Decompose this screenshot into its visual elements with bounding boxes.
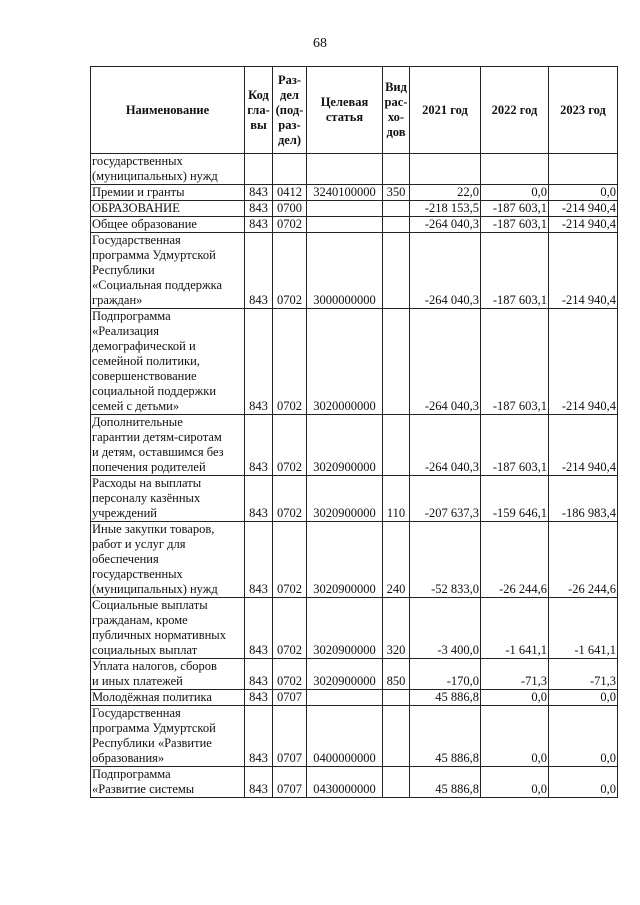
cell-target-article: 3020900000 [307, 415, 383, 476]
table-row [91, 767, 618, 798]
cell-expense-type [383, 309, 410, 415]
cell-target-article [307, 690, 383, 706]
header-year-2021: 2021 год [410, 67, 481, 154]
cell-target-article: 3020900000 [307, 476, 383, 522]
cell-section: 0702 [273, 217, 307, 233]
cell-section: 0707 [273, 767, 307, 798]
table-row [91, 201, 618, 217]
cell-2022: 0,0 [481, 690, 549, 706]
cell-2022: -26 244,6 [481, 522, 549, 598]
header-expense-type: Вид рас- хо- дов [383, 67, 410, 154]
cell-section: 0702 [273, 415, 307, 476]
cell-section: 0412 [273, 185, 307, 201]
cell-2023: -71,3 [549, 659, 618, 690]
cell-chapter-code: 843 [245, 217, 273, 233]
table-row [91, 476, 618, 522]
table-row [91, 706, 618, 767]
cell-expense-type [383, 233, 410, 309]
table-row [91, 415, 618, 476]
cell-2021: 45 886,8 [410, 690, 481, 706]
cell-2023: -214 940,4 [549, 233, 618, 309]
cell-section: 0702 [273, 659, 307, 690]
table-row [91, 233, 618, 309]
cell-target-article: 3020000000 [307, 309, 383, 415]
cell-2021: -3 400,0 [410, 598, 481, 659]
cell-target-article: 3240100000 [307, 185, 383, 201]
cell-name: Подпрограмма «Развитие системы [91, 767, 245, 798]
cell-target-article [307, 154, 383, 185]
cell-2022: -159 646,1 [481, 476, 549, 522]
header-chapter-code: Код гла- вы [245, 67, 273, 154]
table-row [91, 154, 618, 185]
table-row [91, 309, 618, 415]
header-name: Наименование [91, 67, 245, 154]
cell-target-article: 3020900000 [307, 522, 383, 598]
cell-name: Подпрограмма «Реализация демографической и семейной политики, совершенствование социальной поддержки семей с детьми» [91, 309, 245, 415]
cell-name: Государственная программа Удмуртской Республики «Развитие образования» [91, 706, 245, 767]
cell-name: государственных (муниципальных) нужд [91, 154, 245, 185]
cell-2022 [481, 154, 549, 185]
cell-target-article: 0430000000 [307, 767, 383, 798]
cell-name: Государственная программа Удмуртской Республики «Социальная поддержка граждан» [91, 233, 245, 309]
cell-2023: -1 641,1 [549, 598, 618, 659]
cell-2022: 0,0 [481, 706, 549, 767]
cell-2022: -187 603,1 [481, 201, 549, 217]
cell-name: Иные закупки товаров, работ и услуг для обеспечения государственных (муниципальных) нужд [91, 522, 245, 598]
cell-section: 0700 [273, 201, 307, 217]
cell-section: 0702 [273, 233, 307, 309]
cell-expense-type [383, 706, 410, 767]
cell-2021: -170,0 [410, 659, 481, 690]
cell-expense-type [383, 690, 410, 706]
cell-section [273, 154, 307, 185]
cell-chapter-code: 843 [245, 690, 273, 706]
cell-2023: -26 244,6 [549, 522, 618, 598]
cell-expense-type [383, 415, 410, 476]
cell-chapter-code: 843 [245, 185, 273, 201]
cell-target-article: 0400000000 [307, 706, 383, 767]
cell-2022: 0,0 [481, 185, 549, 201]
cell-chapter-code: 843 [245, 476, 273, 522]
cell-2022: -1 641,1 [481, 598, 549, 659]
cell-2022: -187 603,1 [481, 415, 549, 476]
cell-chapter-code: 843 [245, 309, 273, 415]
cell-chapter-code: 843 [245, 706, 273, 767]
cell-target-article [307, 217, 383, 233]
cell-section: 0702 [273, 522, 307, 598]
cell-2022: -187 603,1 [481, 309, 549, 415]
table-row [91, 522, 618, 598]
cell-section: 0702 [273, 476, 307, 522]
cell-2021: 22,0 [410, 185, 481, 201]
cell-2022: -187 603,1 [481, 217, 549, 233]
cell-expense-type: 320 [383, 598, 410, 659]
cell-chapter-code: 843 [245, 415, 273, 476]
cell-2021: -218 153,5 [410, 201, 481, 217]
cell-chapter-code: 843 [245, 233, 273, 309]
cell-2021: -264 040,3 [410, 233, 481, 309]
table-row [91, 690, 618, 706]
cell-chapter-code: 843 [245, 598, 273, 659]
cell-expense-type: 850 [383, 659, 410, 690]
cell-name: Молодёжная политика [91, 690, 245, 706]
cell-2021: -207 637,3 [410, 476, 481, 522]
cell-2023: -214 940,4 [549, 415, 618, 476]
cell-2022: -71,3 [481, 659, 549, 690]
cell-2021: -52 833,0 [410, 522, 481, 598]
cell-name: Премии и гранты [91, 185, 245, 201]
cell-expense-type: 350 [383, 185, 410, 201]
cell-2023: -214 940,4 [549, 217, 618, 233]
cell-expense-type [383, 154, 410, 185]
budget-table [90, 66, 618, 798]
table-row [91, 598, 618, 659]
page-number: 68 [313, 36, 327, 51]
header-year-2023: 2023 год [549, 67, 618, 154]
cell-2023: 0,0 [549, 690, 618, 706]
cell-2022: -187 603,1 [481, 233, 549, 309]
cell-name: Социальные выплаты гражданам, кроме публичных нормативных социальных выплат [91, 598, 245, 659]
cell-chapter-code: 843 [245, 767, 273, 798]
cell-chapter-code: 843 [245, 201, 273, 217]
header-year-2022: 2022 год [481, 67, 549, 154]
cell-2021: -264 040,3 [410, 415, 481, 476]
cell-2023: 0,0 [549, 767, 618, 798]
table-row [91, 185, 618, 201]
header-section: Раз- дел (под- раз- дел) [273, 67, 307, 154]
cell-target-article: 3000000000 [307, 233, 383, 309]
cell-name: Общее образование [91, 217, 245, 233]
cell-target-article: 3020900000 [307, 659, 383, 690]
cell-2023: -214 940,4 [549, 309, 618, 415]
cell-2022: 0,0 [481, 767, 549, 798]
cell-name: ОБРАЗОВАНИЕ [91, 201, 245, 217]
cell-chapter-code: 843 [245, 659, 273, 690]
cell-2021: 45 886,8 [410, 706, 481, 767]
cell-2023 [549, 154, 618, 185]
cell-2023: 0,0 [549, 185, 618, 201]
cell-target-article: 3020900000 [307, 598, 383, 659]
cell-expense-type [383, 217, 410, 233]
cell-expense-type [383, 201, 410, 217]
table-row [91, 659, 618, 690]
cell-section: 0707 [273, 690, 307, 706]
table-body [91, 154, 618, 798]
cell-name: Дополнительные гарантии детям-сиротам и детям, оставшимся без попечения родителей [91, 415, 245, 476]
table-row [91, 217, 618, 233]
cell-name: Расходы на выплаты персоналу казённых учреждений [91, 476, 245, 522]
cell-chapter-code [245, 154, 273, 185]
cell-name: Уплата налогов, сборов и иных платежей [91, 659, 245, 690]
cell-expense-type: 110 [383, 476, 410, 522]
cell-2021: -264 040,3 [410, 217, 481, 233]
cell-section: 0702 [273, 309, 307, 415]
cell-expense-type [383, 767, 410, 798]
cell-section: 0702 [273, 598, 307, 659]
header-target-article: Целевая статья [307, 67, 383, 154]
cell-2023: -214 940,4 [549, 201, 618, 217]
cell-expense-type: 240 [383, 522, 410, 598]
cell-section: 0707 [273, 706, 307, 767]
cell-2023: -186 983,4 [549, 476, 618, 522]
cell-target-article [307, 201, 383, 217]
cell-2021 [410, 154, 481, 185]
table-header-row [91, 67, 618, 154]
cell-2023: 0,0 [549, 706, 618, 767]
cell-chapter-code: 843 [245, 522, 273, 598]
cell-2021: -264 040,3 [410, 309, 481, 415]
cell-2021: 45 886,8 [410, 767, 481, 798]
